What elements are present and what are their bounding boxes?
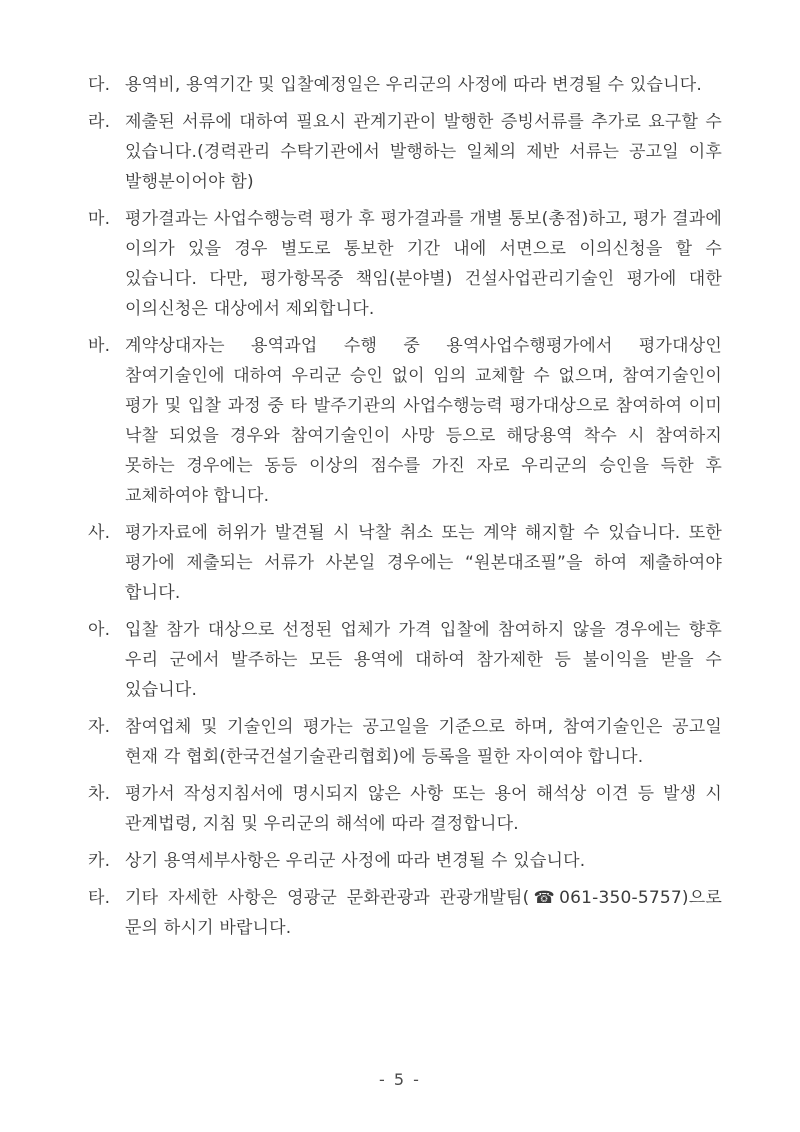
list-item-sa xyxy=(88,518,722,608)
notice-item-list xyxy=(88,70,722,943)
list-item-ra xyxy=(88,107,722,197)
item-label: 차. xyxy=(88,784,111,804)
list-item-a xyxy=(88,615,722,705)
item-text: 기타 자세한 사항은 영광군 문화관광과 관광개발팀(☎061-350-5757)으로 문의 하시기 바랍니다. xyxy=(125,888,722,938)
item-text: 제출된 서류에 대하여 필요시 관계기관이 발행한 증빙서류를 추가로 요구할 수 있습니다.(경력관리 수탁기관에서 발행하는 일체의 제반 서류는 공고일 이후 발행분이어야 함) xyxy=(125,112,722,192)
item-label: 아. xyxy=(88,620,111,640)
item-text: 평가자료에 허위가 발견될 시 낙찰 취소 또는 계약 해지할 수 있습니다. 또한 평가에 제출되는 서류가 사본일 경우에는 “원본대조필”을 하여 제출하여야 합니다. xyxy=(125,523,722,603)
list-item-ba xyxy=(88,331,722,511)
list-item-cha xyxy=(88,779,722,839)
item-label: 라. xyxy=(88,112,111,132)
item-text: 입찰 참가 대상으로 선정된 업체가 가격 입찰에 참여하지 않을 경우에는 향후 우리 군에서 발주하는 모든 용역에 대하여 참가제한 등 불이익을 받을 수 있습니다. xyxy=(125,620,722,700)
document-body xyxy=(88,70,722,950)
list-item-ja xyxy=(88,712,722,772)
list-item-da xyxy=(88,70,722,100)
item-text: 상기 용역세부사항은 우리군 사정에 따라 변경될 수 있습니다. xyxy=(125,851,586,871)
item-label: 카. xyxy=(88,851,111,871)
page-number: - 5 - xyxy=(379,1070,421,1089)
list-item-ma xyxy=(88,204,722,324)
item-text: 용역비, 용역기간 및 입찰예정일은 우리군의 사정에 따라 변경될 수 있습니다. xyxy=(125,75,702,95)
item-text: 평가결과는 사업수행능력 평가 후 평가결과를 개별 통보(총점)하고, 평가 결과에 이의가 있을 경우 별도로 통보한 기간 내에 서면으로 이의신청을 할 수 있습니다. 다만, 평가항목중 책임(분야별) 건설사업관리기술인 평가에 대한 이의신청은 대상에서 제외합니다. xyxy=(125,209,722,319)
list-item-ta xyxy=(88,883,722,943)
item-label: 마. xyxy=(88,209,111,229)
item-text: 계약상대자는 용역과업 수행 중 용역사업수행평가에서 평가대상인 참여기술인에 대하여 우리군 승인 없이 임의 교체할 수 없으며, 참여기술인이 평가 및 입찰 과정 중 타 발주기관의 사업수행능력 평가대상으로 참여하여 이미 낙찰 되었을 경우와 참여기술인이 사망 등으로 해당용역 착수 시 참여하지 못하는 경우에는 동등 이상의 점수를 가진 자로 우리군의 승인을 득한 후 교체하여야 합니다. xyxy=(125,336,722,506)
item-label: 사. xyxy=(88,523,111,543)
item-label: 바. xyxy=(88,336,111,356)
item-label: 다. xyxy=(88,75,111,95)
list-item-ka xyxy=(88,846,722,876)
item-label: 타. xyxy=(88,888,111,908)
item-text: 평가서 작성지침서에 명시되지 않은 사항 또는 용어 해석상 이견 등 발생 시 관계법령, 지침 및 우리군의 해석에 따라 결정합니다. xyxy=(125,784,722,834)
item-text: 참여업체 및 기술인의 평가는 공고일을 기준으로 하며, 참여기술인은 공고일 현재 각 협회(한국건설기술관리협회)에 등록을 필한 자이여야 합니다. xyxy=(125,717,722,767)
item-label: 자. xyxy=(88,717,111,737)
